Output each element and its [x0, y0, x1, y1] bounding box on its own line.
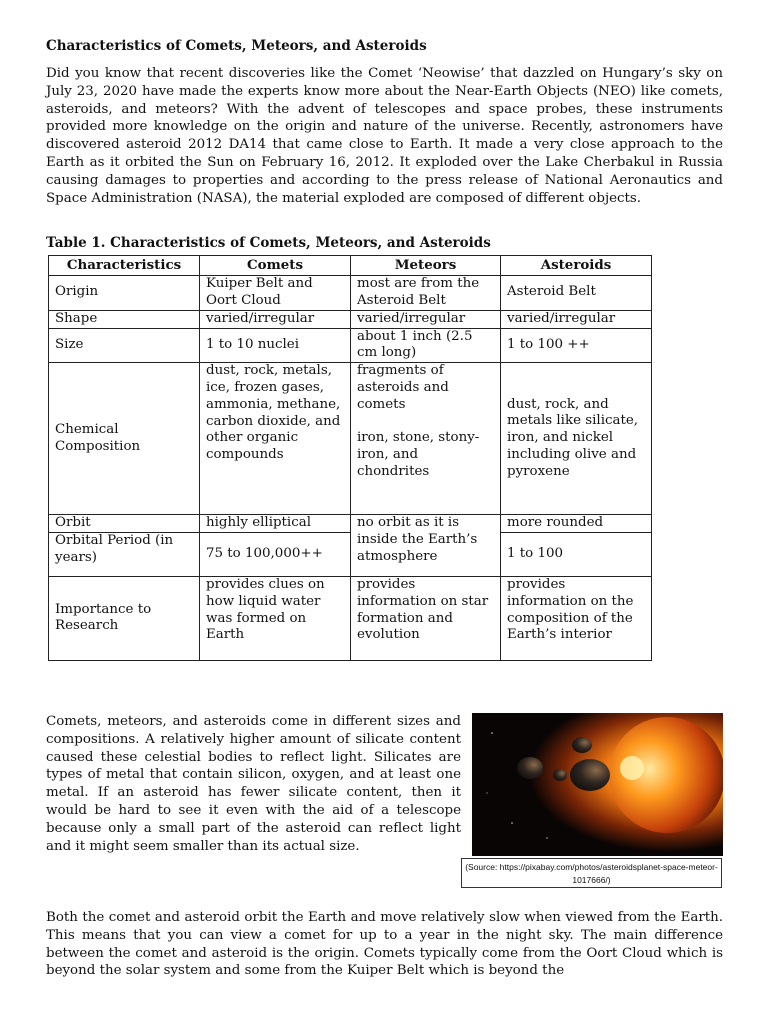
cell-comets: 75 to 100,000++: [200, 532, 351, 576]
cell-meteors: most are from the Asteroid Belt: [351, 276, 501, 311]
cell-asteroids: 1 to 100 ++: [501, 328, 652, 363]
cell-asteroids: provides information on the composition of the Earth’s interior: [501, 576, 652, 660]
table-row: [49, 276, 652, 311]
cell-asteroids: dust, rock, and metals like silicate, iron, and nickel including olive and pyroxene: [501, 363, 652, 515]
table-row: [49, 328, 652, 363]
table-row: [49, 515, 652, 533]
header-meteors: Meteors: [351, 256, 501, 276]
characteristics-table: [48, 255, 652, 661]
cell-meteors: fragments of asteroids and comets iron, stone, stony-iron, and chondrites: [351, 363, 501, 515]
cell-characteristic: Orbital Period (in years): [49, 532, 200, 576]
header-comets: Comets: [200, 256, 351, 276]
cell-meteors: no orbit as it is inside the Earth’s atmosphere: [351, 515, 501, 577]
asteroids-planet-photo: [472, 713, 723, 856]
cell-characteristic: Origin: [49, 276, 200, 311]
cell-meteors: provides information on star formation and evolution: [351, 576, 501, 660]
cell-comets: highly elliptical: [200, 515, 351, 533]
table-row: [49, 363, 652, 515]
cell-comets: provides clues on how liquid water was formed on Earth: [200, 576, 351, 660]
cell-comets: Kuiper Belt and Oort Cloud: [200, 276, 351, 311]
cell-characteristic: Orbit: [49, 515, 200, 533]
cell-characteristic: Size: [49, 328, 200, 363]
table-row: [49, 310, 652, 328]
cell-meteors: about 1 inch (2.5 cm long): [351, 328, 501, 363]
comet-asteroid-paragraph: Both the comet and asteroid orbit the Earth and move relatively slow when viewed from the Earth. This means that you can view a comet for up to a year in the night sky. The main difference between the comet and asteroid is the origin. Comets typically come from the Oort Cloud which is beyond the solar system and some from the Kuiper Belt which is beyond the: [46, 910, 723, 979]
cell-characteristic: Shape: [49, 310, 200, 328]
asteroids-planet-image: [472, 713, 723, 856]
cell-comets: dust, rock, metals, ice, frozen gases, ammonia, methane, carbon dioxide, and other organic compounds: [200, 363, 351, 515]
cell-asteroids: more rounded: [501, 515, 652, 533]
header-asteroids: Asteroids: [501, 256, 652, 276]
table-header-row: [49, 256, 652, 276]
cell-comets: 1 to 10 nuclei: [200, 328, 351, 363]
cell-asteroids: 1 to 100: [501, 532, 652, 576]
table-row: [49, 576, 652, 660]
image-source-caption: (Source: https://pixabay.com/photos/asteroidsplanet-space-meteor-1017666/): [461, 858, 722, 888]
table-caption: Table 1. Characteristics of Comets, Meteors, and Asteroids: [46, 235, 491, 251]
cell-comets: varied/irregular: [200, 310, 351, 328]
cell-meteors: varied/irregular: [351, 310, 501, 328]
intro-paragraph: Did you know that recent discoveries like the Comet ‘Neowise’ that dazzled on Hungary’s sky on July 23, 2020 have made the experts know more about the Near-Earth Objects (NEO) like comets, asteroids, and meteors? With the advent of telescopes and space probes, these instruments provided more knowledge on the origin and nature of the universe. Recently, astronomers have discovered asteroid 2012 DA14 that came close to Earth. It made a very close approach to the Earth as it orbited the Sun on February 16, 2012. It exploded over the Lake Cherbakul in Russia causing damages to properties and according to the press release of National Aeronautics and Space Administration (NASA), the material exploded are composed of different objects.: [46, 66, 723, 206]
header-characteristics: Characteristics: [49, 256, 200, 276]
cell-characteristic: Importance to Research: [49, 576, 200, 660]
cell-asteroids: Asteroid Belt: [501, 276, 652, 311]
page-heading: Characteristics of Comets, Meteors, and Asteroids: [46, 38, 427, 54]
cell-characteristic: Chemical Composition: [49, 363, 200, 515]
table-row: [49, 532, 652, 576]
cell-asteroids: varied/irregular: [501, 310, 652, 328]
silicate-paragraph: Comets, meteors, and asteroids come in different sizes and compositions. A relatively higher amount of silicate content caused these celestial bodies to reflect light. Silicates are types of metal that contain silicon, oxygen, and at least one metal. If an asteroid has fewer silicate content, then it would be hard to see it even with the aid of a telescope because only a small part of the asteroid can reflect light and it might seem smaller than its actual size.: [46, 714, 461, 854]
